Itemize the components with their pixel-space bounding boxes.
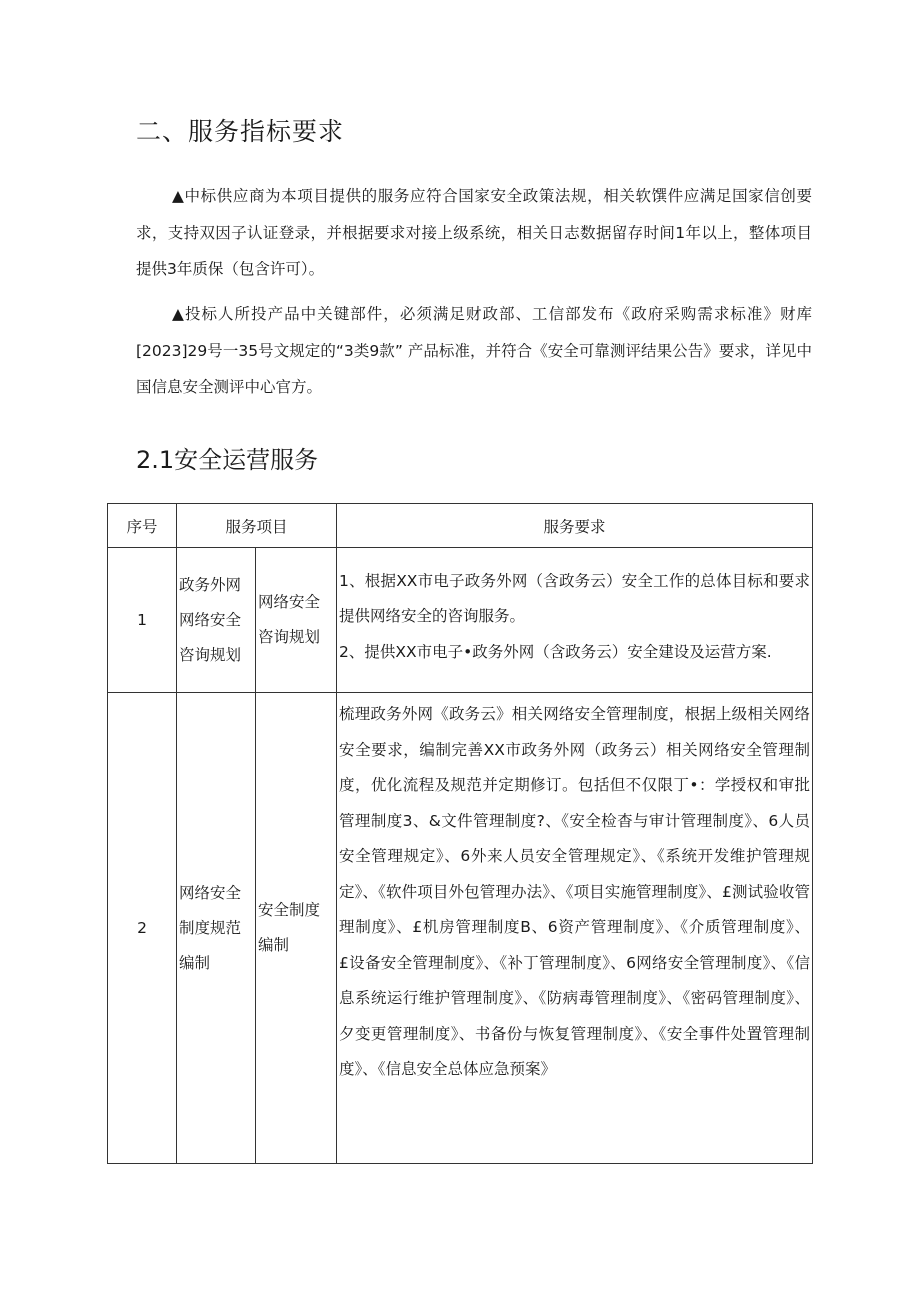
- paragraph-key-components: ▲投标人所投产品中关键部件，必须满足财政部、工信部发布《政府采购需求标准》财库[2023]29号一35号文规定的“3类9款” 产品标准，并符合《安全可靠测评结果公告》要求，详见中国信息安全测评中心官方。: [136, 305, 812, 396]
- requirement-line: 1、根据XX市电子政务外网（含政务云）安全工作的总体目标和要求提供网络安全的咨询服务。: [339, 571, 811, 626]
- section-heading: 二、服务指标要求: [136, 117, 345, 146]
- subsection-heading: 2.1安全运营服务: [136, 446, 319, 474]
- table-row: [108, 548, 813, 693]
- table-row: [108, 693, 813, 1164]
- row-item: 安全制度编制: [256, 693, 337, 1164]
- service-table: [107, 503, 813, 1164]
- header-item: 服务项目: [177, 504, 337, 548]
- paragraph-security-compliance: ▲中标供应商为本项目提供的服务应符合国家安全政策法规，相关软馔件应满足国家信创要求，支持双因子认证登录，并根据要求对接上级系统，相关日志数据留存时间1年以上，整体项目提供3年质保（包含许可）。: [136, 187, 812, 278]
- requirement-line: 梳理政务外网《政务云》相关网络安全管理制度，根据上级相关网络安全要求，编制完善XX市政务外网（政务云）相关网络安全管理制度，优化流程及规范并定期修订。包括但不仅限丁•：学授权和审批管理制度3、&文件管理制度?、《安全检杳与审计管理制度》、6人员安全管理规定》、6外来人员安全管理规定》、《系统开发维护管理规定》、《软件项目外包管理办法》、《项目实施管理制度》、£测试验收管理制度》、£机房管理制度B、6资产管理制度》、《介质管理制度》、£设备安全管理制度》、《补丁管理制度》、6网络安全管理制度》、《信息系统运行维护管理制度》、《防病毒管理制度》、《密码管理制度》、夕变更管理制度》、书备份与恢复管理制度》、《安全事件处置管理制度》、《信息安全总体应急预案》: [339, 705, 811, 1078]
- row-requirements: [337, 693, 813, 1164]
- table-header-row: [108, 504, 813, 548]
- header-num: 序号: [108, 504, 177, 548]
- row-category: 网络安全制度规范编制: [177, 693, 256, 1164]
- header-req: 服务要求: [337, 504, 813, 548]
- row-num: 2: [108, 693, 177, 1164]
- requirement-line: 2、提供XX市电子•政务外网（含政务云）安全建设及运营方案.: [339, 642, 772, 661]
- row-num: 1: [108, 548, 177, 693]
- row-category: 政务外网网络安全咨询规划: [177, 548, 256, 693]
- row-requirements: [337, 548, 813, 693]
- row-item: 网络安全咨询规划: [256, 548, 337, 693]
